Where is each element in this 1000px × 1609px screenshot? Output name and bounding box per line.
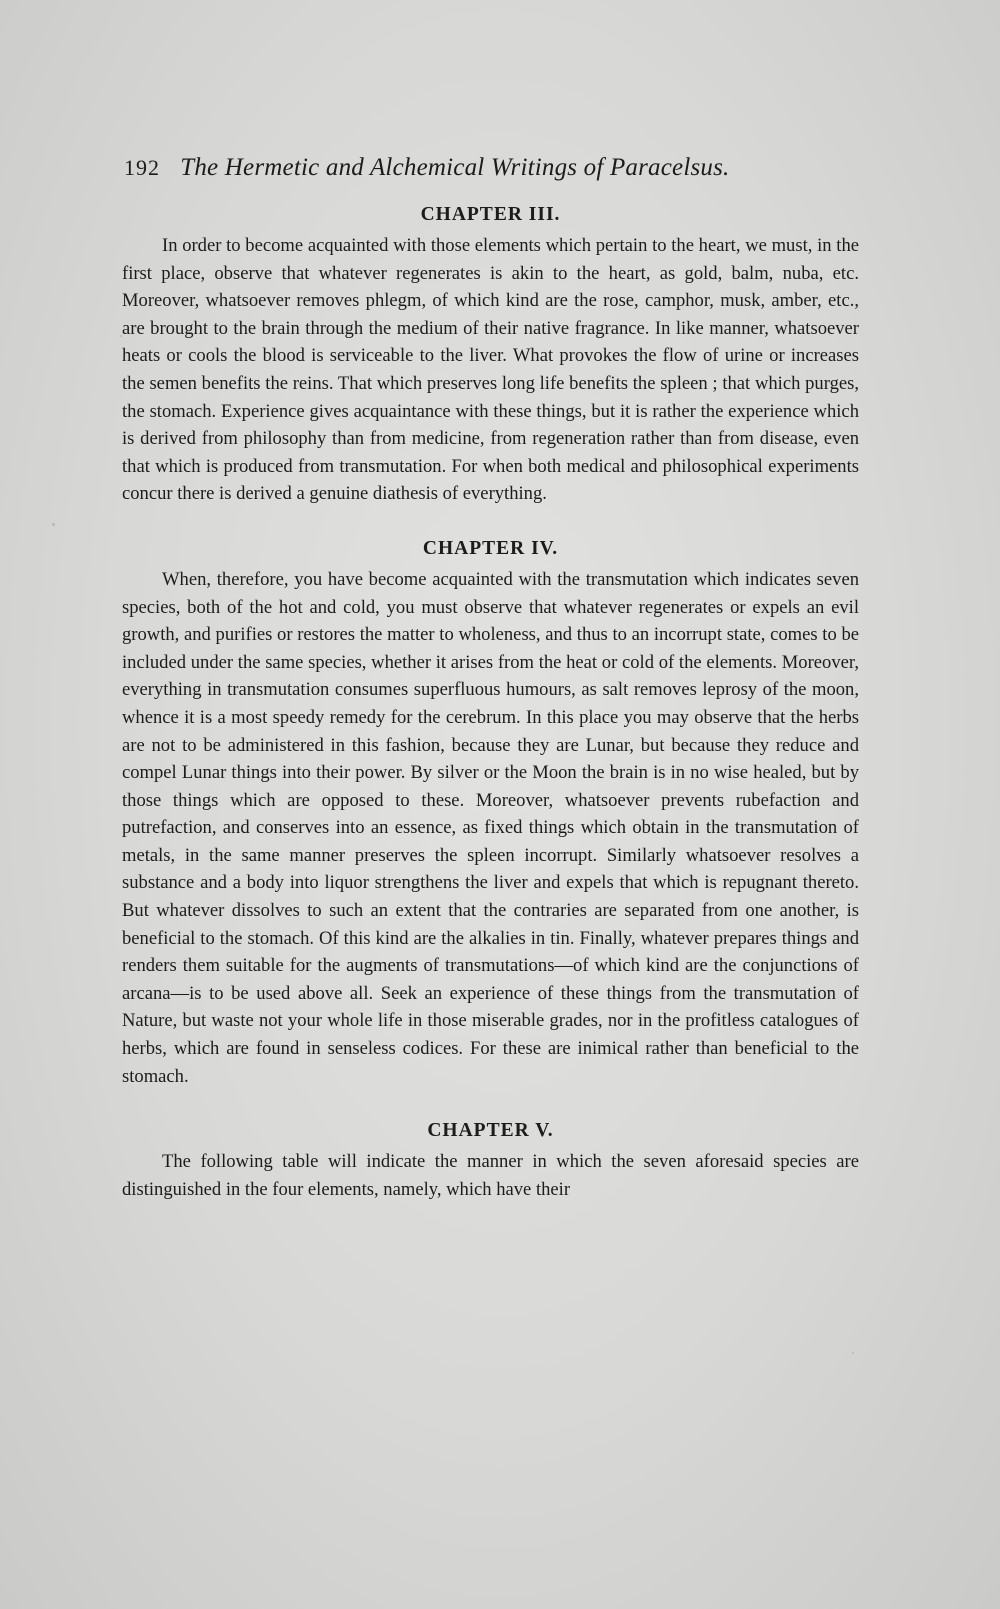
chapter-v <box>122 1114 859 1203</box>
chapter-heading: CHAPTER V. <box>427 1120 554 1142</box>
section-spacer <box>122 1090 859 1114</box>
chapter-iv <box>122 532 859 1090</box>
paper-speck <box>852 1352 854 1354</box>
paper-speck <box>120 335 122 337</box>
chapter-heading: CHAPTER IV. <box>422 537 559 559</box>
section-spacer <box>122 508 859 532</box>
page-number: 192 <box>124 155 160 180</box>
page-header <box>124 152 844 184</box>
chapter-paragraph: When, therefore, you have become acquainted with the transmutation which indicates seven species, both of the hot and cold, you must observe that whatever regenerates or expels an evil growth, and purifies or restores the matter to wholeness, and thus to an incorrupt state, comes to be included under the same species, whether it arises from the heat or cold of the elements. Moreover, everything in transmutation consumes superfluous humours, as salt removes leprosy of the moon, whence it is a most speedy remedy for the cerebrum. In this place you may observe that the herbs are not to be administered in this fashion, because they are Lunar, but because they reduce and compel Lunar things into their power. By silver or the Moon the brain is in no wise healed, but by those things which are opposed to these. Moreover, whatsoever prevents rubefaction and putrefaction, and conserves into an essence, as fixed things which obtain in the transmutation of metals, in the same manner preserves the spleen incorrupt. Similarly whatsoever resolves a substance and a body into liquor strengthens the liver and expels that which is repugnant thereto. But whatever dissolves to such an extent that the contraries are separated from one another, is beneficial to the stomach. Of this kind are the alkalies in tin. Finally, whatever prepares things and renders them suitable for the augments of transmutations—of which kind are the conjunctions of arcana—is to be used above all. Seek an experience of these things from the transmutation of Nature, but waste not your whole life in those miserable grades, nor in the profitless catalogues of herbs, which are found in senseless codices. For these are inimical rather than beneficial to the stomach. <box>122 568 859 1087</box>
chapter-heading: CHAPTER III. <box>420 204 561 225</box>
chapter-iii <box>122 198 859 508</box>
chapter-paragraph: In order to become acquainted with those elements which pertain to the heart, we must, in the first place, observe that whatever regenerates is akin to the heart, as gold, balm, nuba, etc. Moreover, whatsoever removes phlegm, of which kind are the rose, camphor, musk, amber, etc., are brought to the brain through the medium of their native fragrance. In like manner, whatsoever heats or cools the blood is serviceable to the liver. What provokes the flow of urine or increases the semen benefits the reins. That which preserves long life benefits the spleen ; that which purges, the stomach. Experience gives acquaintance with these things, but it is rather the experience which is derived from philosophy than from medicine, from regeneration rather than from disease, even that which is produced from transmutation. For when both medical and philosophical experiments concur there is derived a genuine diathesis of everything. <box>122 235 859 505</box>
paper-speck <box>52 523 55 526</box>
running-title: The Hermetic and Alchemical Writings of Paracelsus. <box>180 154 730 181</box>
chapter-paragraph: The following table will indicate the manner in which the seven aforesaid species are distinguished in the four elements, namely, which have their <box>122 1151 859 1200</box>
page-body <box>122 198 859 1203</box>
